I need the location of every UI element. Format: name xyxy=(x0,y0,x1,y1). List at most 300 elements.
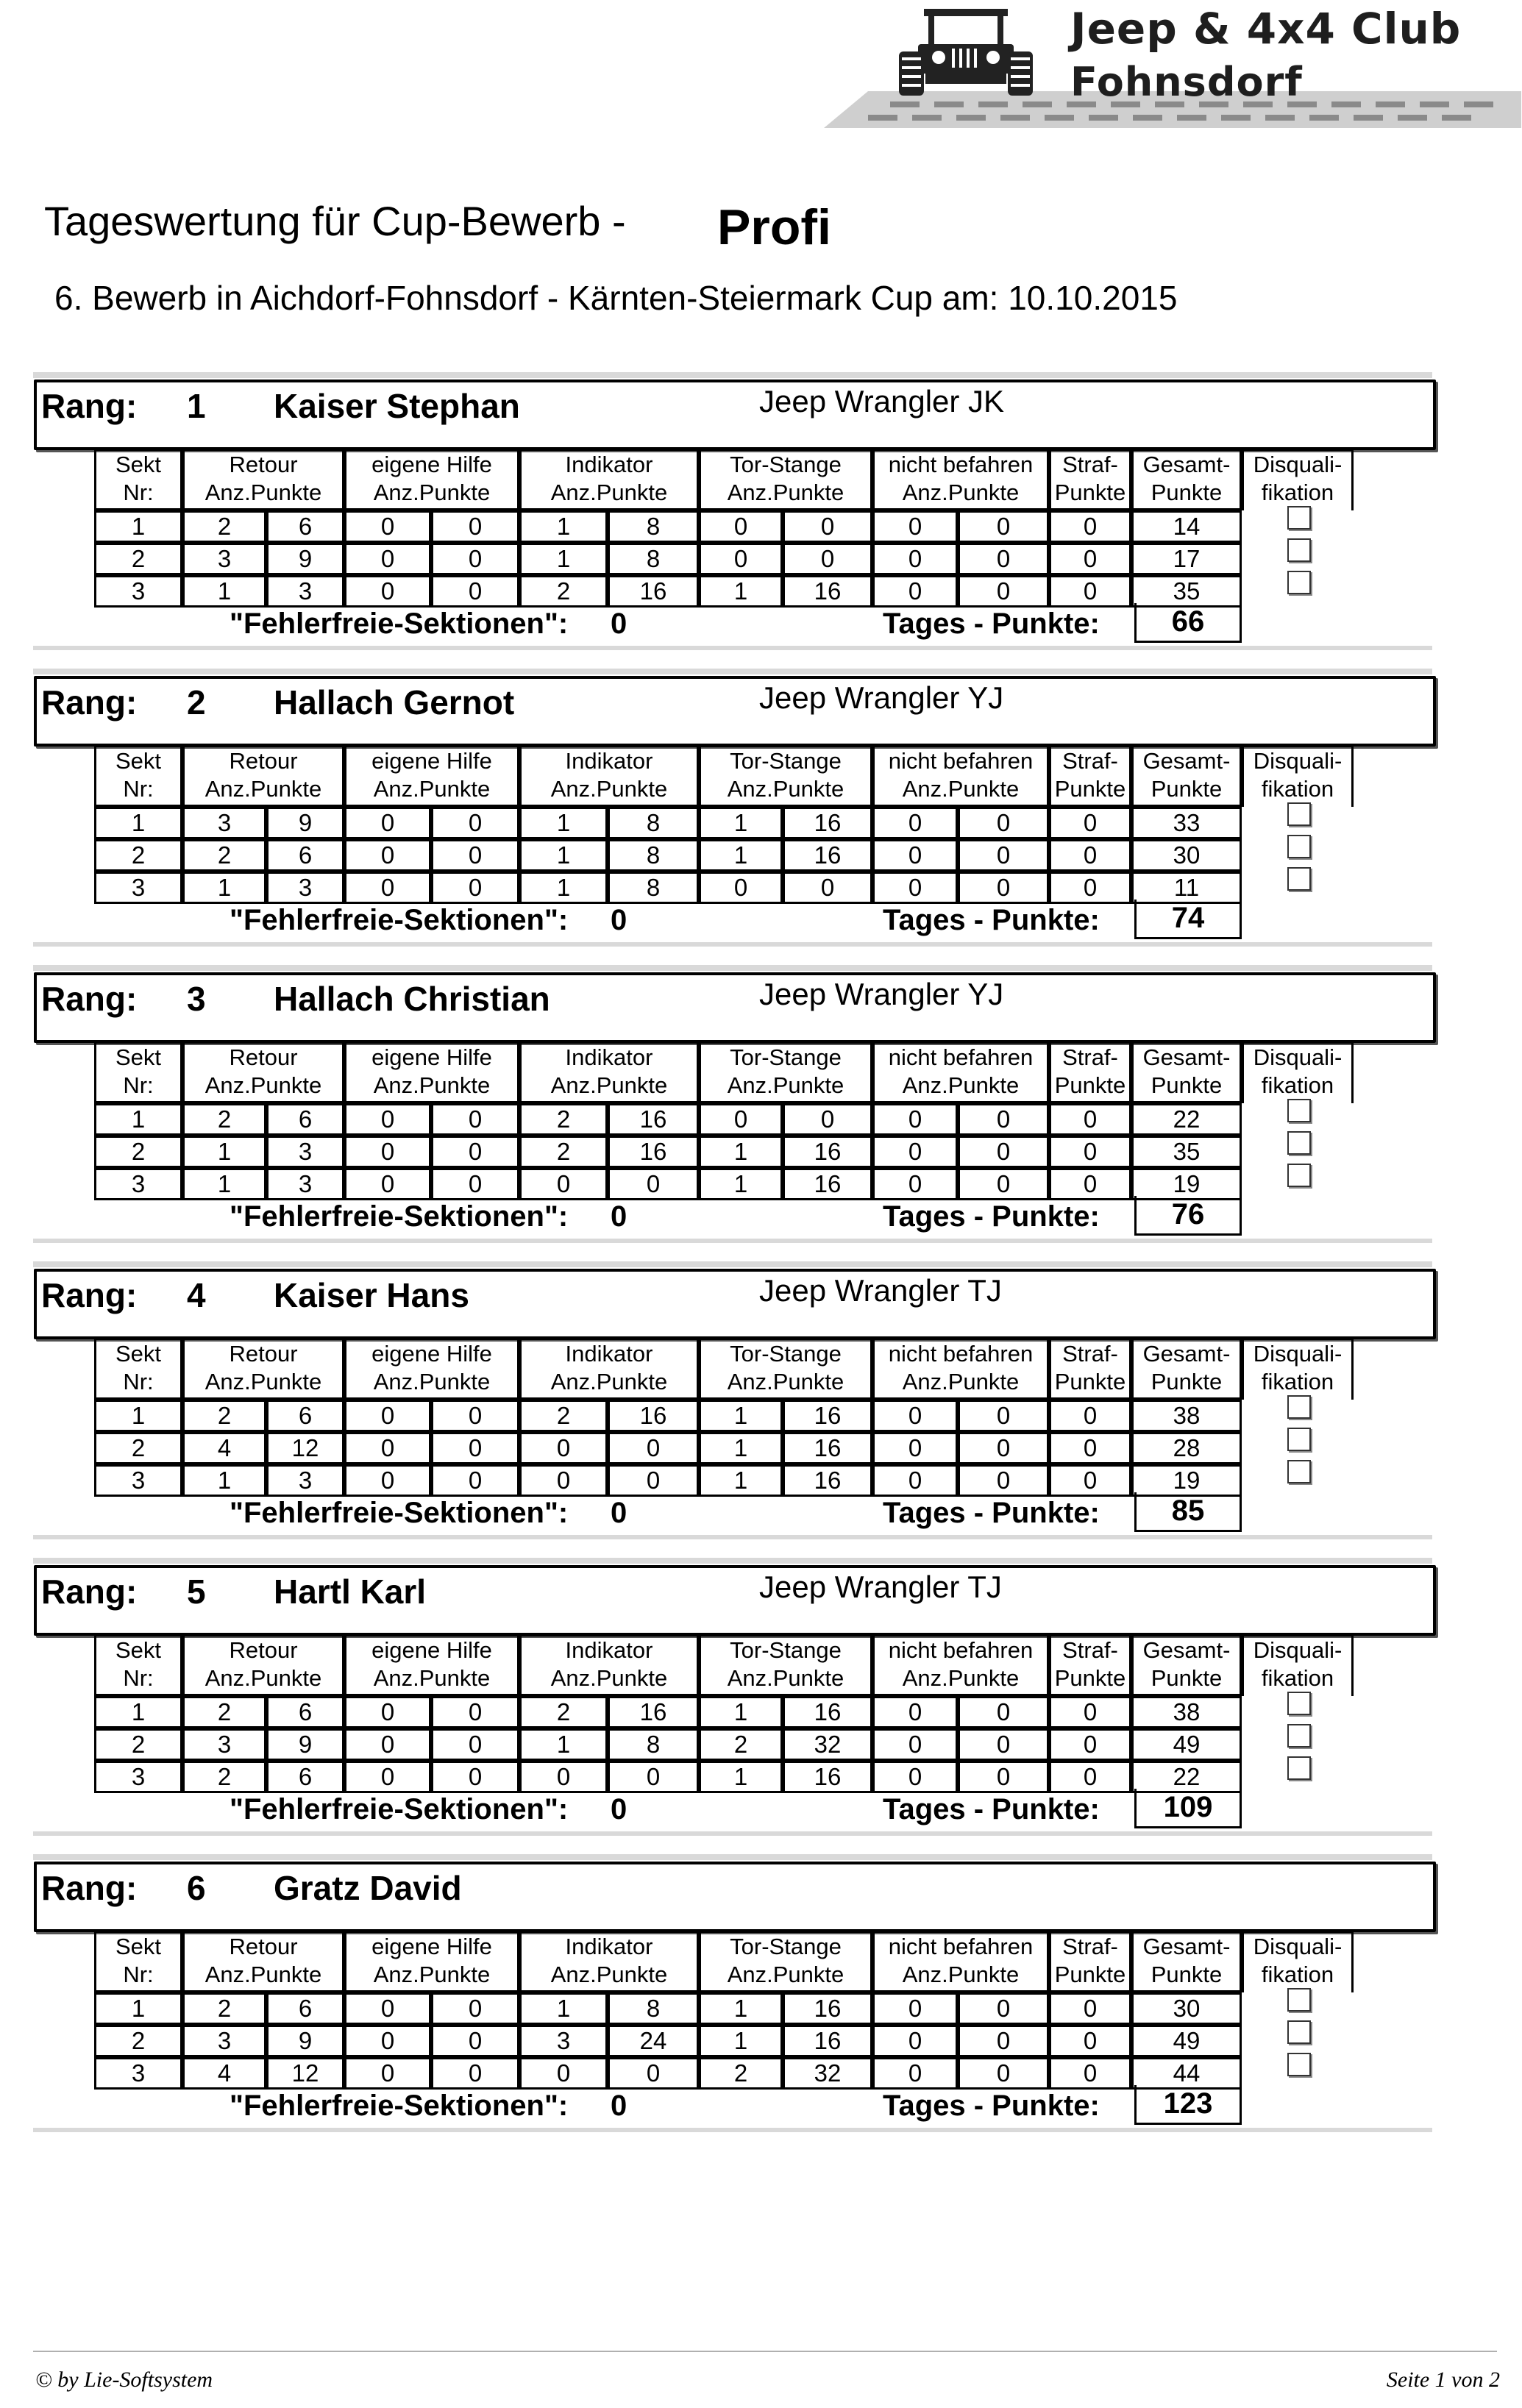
header-indikator-subcols xyxy=(522,479,697,507)
score-cell: 1 xyxy=(519,807,608,839)
score-cell: 3 xyxy=(182,1728,266,1761)
score-cell: 0 xyxy=(431,510,519,543)
score-cell: 49 xyxy=(1131,2025,1242,2057)
fehlerfrei-value: 0 xyxy=(611,608,627,640)
score-cell: 1 xyxy=(519,543,608,575)
score-cell: 11 xyxy=(1131,872,1242,904)
score-cell: 1 xyxy=(699,1432,783,1464)
score-cell: 0 xyxy=(872,1761,958,1793)
score-cell: 0 xyxy=(1049,1992,1131,2025)
disqualification-checkbox[interactable] xyxy=(1287,1395,1311,1419)
header-hilfe xyxy=(344,449,519,510)
disqualification-checkbox[interactable] xyxy=(1287,2020,1311,2044)
score-cell: 0 xyxy=(431,1400,519,1432)
score-cell: 0 xyxy=(872,510,958,543)
score-cell: 1 xyxy=(182,575,266,608)
score-cell: 16 xyxy=(608,1400,699,1432)
header-tor xyxy=(699,1634,872,1696)
disqualification-checkbox[interactable] xyxy=(1287,835,1311,858)
entry-divider xyxy=(33,965,1432,971)
score-cell: 1 xyxy=(519,510,608,543)
header-anz: Anz. xyxy=(550,776,597,802)
header-punkte: Punkte xyxy=(947,1369,1020,1394)
score-cell: 0 xyxy=(872,1103,958,1136)
disqualification-checkbox[interactable] xyxy=(1287,2053,1311,2076)
disqualification-checkbox[interactable] xyxy=(1287,1460,1311,1483)
score-cell: 0 xyxy=(1049,1696,1131,1728)
header-gesamt xyxy=(1131,1041,1242,1103)
header-disq-line1: Disquali- xyxy=(1253,748,1343,774)
tages-label: Tages - Punkte: xyxy=(883,904,1100,936)
header-punkte: Punkte xyxy=(772,1962,844,1987)
header-gesamt xyxy=(1131,745,1242,807)
disqualification-checkbox[interactable] xyxy=(1287,1756,1311,1780)
header-nicht-title: nicht befahren xyxy=(888,452,1034,477)
header-retour xyxy=(182,745,344,807)
score-cell: 2 xyxy=(94,839,182,872)
score-cell: 1 xyxy=(182,1464,266,1497)
header-sekt xyxy=(94,1931,182,1992)
score-cell: 1 xyxy=(94,1103,182,1136)
entry-header-box xyxy=(34,1565,1436,1636)
score-cell: 3 xyxy=(94,1761,182,1793)
score-cell: 6 xyxy=(266,1400,344,1432)
score-cell: 0 xyxy=(344,575,431,608)
score-cell: 1 xyxy=(699,1136,783,1168)
score-cell: 0 xyxy=(958,2025,1049,2057)
score-cell: 0 xyxy=(344,2025,431,2057)
header-straf-line2: Punkte xyxy=(1054,1962,1126,1987)
score-cell: 3 xyxy=(266,1464,344,1497)
score-cell: 44 xyxy=(1131,2057,1242,2090)
title-class: Profi xyxy=(717,199,831,255)
header-anz: Anz. xyxy=(727,1072,773,1098)
header-anz: Anz. xyxy=(727,776,773,802)
header-disq-line2: fikation xyxy=(1261,1369,1334,1394)
header-punkte: Punkte xyxy=(250,776,322,802)
header-hilfe-title: eigene Hilfe xyxy=(371,1044,492,1070)
score-cell: 0 xyxy=(344,510,431,543)
header-indikator-title: Indikator xyxy=(565,1637,653,1663)
header-indikator xyxy=(519,745,699,807)
entry-divider xyxy=(33,1854,1432,1860)
entry-divider-bottom xyxy=(33,2128,1432,2132)
score-cell: 0 xyxy=(783,872,872,904)
score-cell: 2 xyxy=(519,1136,608,1168)
score-cell: 0 xyxy=(431,1168,519,1200)
score-cell: 0 xyxy=(1049,1432,1131,1464)
header-straf xyxy=(1049,449,1131,510)
header-anz: Anz. xyxy=(727,480,773,505)
score-cell: 49 xyxy=(1131,1728,1242,1761)
disqualification-checkbox[interactable] xyxy=(1287,538,1311,562)
header-hilfe-subcols xyxy=(346,1961,517,1989)
header-disq xyxy=(1242,1634,1354,1696)
header-straf xyxy=(1049,1931,1131,1992)
score-cell: 0 xyxy=(431,1136,519,1168)
score-cell: 3 xyxy=(94,1464,182,1497)
disqualification-checkbox[interactable] xyxy=(1287,1428,1311,1451)
page-title xyxy=(44,197,831,255)
tages-points: 74 xyxy=(1134,900,1242,939)
score-cell: 22 xyxy=(1131,1761,1242,1793)
header-nicht xyxy=(872,1634,1049,1696)
header-retour xyxy=(182,1634,344,1696)
header-tor xyxy=(699,1041,872,1103)
header-sekt-line1: Sekt xyxy=(115,1044,162,1070)
header-punkte: Punkte xyxy=(772,480,844,505)
score-cell: 16 xyxy=(783,1992,872,2025)
header-disq-line2: fikation xyxy=(1261,1072,1334,1098)
header-straf-line2: Punkte xyxy=(1054,1665,1126,1691)
header-indikator xyxy=(519,1634,699,1696)
header-retour xyxy=(182,1931,344,1992)
footer-copyright: © by Lie-Softsystem xyxy=(35,2368,213,2392)
score-cell: 0 xyxy=(872,1400,958,1432)
header-gesamt-line1: Gesamt- xyxy=(1142,452,1231,477)
header-anz: Anz. xyxy=(902,480,948,505)
header-anz: Anz. xyxy=(550,480,597,505)
disqualification-checkbox[interactable] xyxy=(1287,571,1311,594)
score-cell: 32 xyxy=(783,2057,872,2090)
header-retour-subcols xyxy=(185,1368,342,1396)
score-cell: 0 xyxy=(958,1432,1049,1464)
score-cell: 2 xyxy=(519,575,608,608)
score-cell: 1 xyxy=(699,1992,783,2025)
header-nicht-subcols xyxy=(875,1368,1047,1396)
header-disq xyxy=(1242,1041,1354,1103)
header-disq-line1: Disquali- xyxy=(1253,1044,1343,1070)
vehicle-name: Jeep Wrangler JK xyxy=(759,384,1005,418)
header-anz: Anz. xyxy=(373,1072,419,1098)
score-cell: 2 xyxy=(94,1136,182,1168)
fehlerfrei-value: 0 xyxy=(611,1200,627,1233)
score-cell: 0 xyxy=(958,543,1049,575)
header-anz: Anz. xyxy=(902,1072,948,1098)
header-gesamt-line2: Punkte xyxy=(1151,1072,1223,1098)
score-cell: 0 xyxy=(1049,1168,1131,1200)
tages-label: Tages - Punkte: xyxy=(883,608,1100,640)
tages-points: 66 xyxy=(1134,603,1242,643)
score-cell: 24 xyxy=(608,2025,699,2057)
jeep-logo-icon xyxy=(896,6,1036,100)
header-punkte: Punkte xyxy=(250,1962,322,1987)
score-cell: 0 xyxy=(519,1432,608,1464)
rank-label: Rang: xyxy=(41,980,138,1018)
header-retour-title: Retour xyxy=(229,452,298,477)
score-cell: 0 xyxy=(783,510,872,543)
score-cell: 16 xyxy=(783,1432,872,1464)
header-retour xyxy=(182,1338,344,1400)
disqualification-checkbox[interactable] xyxy=(1287,1099,1311,1122)
header-retour-subcols xyxy=(185,479,342,507)
score-cell: 0 xyxy=(431,1696,519,1728)
score-cell: 0 xyxy=(1049,1761,1131,1793)
header-disq xyxy=(1242,745,1354,807)
score-cell: 0 xyxy=(958,1464,1049,1497)
score-cell: 16 xyxy=(608,1696,699,1728)
score-cell: 22 xyxy=(1131,1103,1242,1136)
disqualification-checkbox[interactable] xyxy=(1287,802,1311,826)
disqualification-checkbox[interactable] xyxy=(1287,1131,1311,1155)
header-indikator-title: Indikator xyxy=(565,1934,653,1959)
score-cell: 0 xyxy=(1049,575,1131,608)
score-cell: 0 xyxy=(872,1728,958,1761)
score-cell: 2 xyxy=(519,1400,608,1432)
header-punkte: Punkte xyxy=(947,1962,1020,1987)
score-cell: 0 xyxy=(519,1168,608,1200)
score-cell: 0 xyxy=(344,839,431,872)
header-tor xyxy=(699,745,872,807)
score-cell: 1 xyxy=(699,1168,783,1200)
score-cell: 1 xyxy=(94,807,182,839)
tages-label: Tages - Punkte: xyxy=(883,1793,1100,1825)
score-cell: 16 xyxy=(783,575,872,608)
header-indikator-subcols xyxy=(522,1368,697,1396)
score-cell: 16 xyxy=(783,1400,872,1432)
score-cell: 4 xyxy=(182,2057,266,2090)
score-cell: 0 xyxy=(608,1761,699,1793)
header-indikator xyxy=(519,1041,699,1103)
score-cell: 19 xyxy=(1131,1168,1242,1200)
event-subtitle: 6. Bewerb in Aichdorf-Fohnsdorf - Kärnten-Steiermark Cup am: 10.10.2015 xyxy=(54,279,1178,317)
score-cell: 0 xyxy=(699,872,783,904)
disqualification-checkbox[interactable] xyxy=(1287,1692,1311,1715)
header-retour-title: Retour xyxy=(229,1341,298,1367)
entry-divider xyxy=(33,1261,1432,1267)
score-cell: 0 xyxy=(872,2025,958,2057)
entry-header-box xyxy=(34,1269,1436,1339)
score-cell: 1 xyxy=(519,839,608,872)
score-cell: 0 xyxy=(1049,543,1131,575)
score-cell: 1 xyxy=(94,1400,182,1432)
score-cell: 1 xyxy=(182,1168,266,1200)
entry-divider-bottom xyxy=(33,942,1432,947)
score-cell: 0 xyxy=(431,1464,519,1497)
header-sekt-line1: Sekt xyxy=(115,1637,162,1663)
score-cell: 16 xyxy=(783,807,872,839)
tages-points: 85 xyxy=(1134,1492,1242,1532)
header-retour-subcols xyxy=(185,1072,342,1100)
header-hilfe-subcols xyxy=(346,479,517,507)
score-cell: 0 xyxy=(699,510,783,543)
header-gesamt-line2: Punkte xyxy=(1151,1665,1223,1691)
score-cell: 35 xyxy=(1131,1136,1242,1168)
header-punkte: Punkte xyxy=(947,776,1020,802)
score-cell: 0 xyxy=(344,872,431,904)
rank-label: Rang: xyxy=(41,1572,138,1611)
score-cell: 0 xyxy=(872,807,958,839)
score-cell: 0 xyxy=(1049,2057,1131,2090)
club-name-line1: Jeep & 4x4 Club xyxy=(1070,4,1462,54)
header-punkte: Punkte xyxy=(772,1072,844,1098)
disqualification-checkbox[interactable] xyxy=(1287,1988,1311,2012)
header-punkte: Punkte xyxy=(250,1072,322,1098)
score-cell: 0 xyxy=(431,543,519,575)
header-retour-title: Retour xyxy=(229,748,298,774)
score-cell: 8 xyxy=(608,510,699,543)
header-disq-line2: fikation xyxy=(1261,1665,1334,1691)
score-cell: 3 xyxy=(182,2025,266,2057)
score-cell: 28 xyxy=(1131,1432,1242,1464)
score-cell: 2 xyxy=(519,1696,608,1728)
score-cell: 3 xyxy=(266,1168,344,1200)
score-cell: 0 xyxy=(958,1761,1049,1793)
score-cell: 0 xyxy=(872,1168,958,1200)
score-cell: 1 xyxy=(182,872,266,904)
header-sekt-line2: Nr: xyxy=(123,480,154,505)
score-cell: 0 xyxy=(958,575,1049,608)
header-anz: Anz. xyxy=(902,1962,948,1987)
disqualification-checkbox[interactable] xyxy=(1287,867,1311,891)
tages-points: 123 xyxy=(1134,2085,1242,2125)
score-cell: 0 xyxy=(699,1103,783,1136)
score-cell: 16 xyxy=(783,839,872,872)
fehlerfrei-label: "Fehlerfreie-Sektionen": xyxy=(230,2090,569,2122)
header-indikator-title: Indikator xyxy=(565,452,653,477)
score-cell: 0 xyxy=(431,1728,519,1761)
header-sekt-line1: Sekt xyxy=(115,1341,162,1367)
score-cell: 6 xyxy=(266,1761,344,1793)
score-cell: 0 xyxy=(872,872,958,904)
header-sekt-line2: Nr: xyxy=(123,776,154,802)
header-gesamt-line2: Punkte xyxy=(1151,480,1223,505)
tages-points: 109 xyxy=(1134,1789,1242,1828)
header-retour-title: Retour xyxy=(229,1044,298,1070)
header-anz: Anz. xyxy=(205,480,251,505)
header-disq xyxy=(1242,1338,1354,1400)
entry-header-box xyxy=(34,1862,1436,1932)
header-punkte: Punkte xyxy=(250,1369,322,1394)
score-cell: 0 xyxy=(1049,2025,1131,2057)
header-anz: Anz. xyxy=(550,1665,597,1691)
header-anz: Anz. xyxy=(205,776,251,802)
score-cell: 0 xyxy=(1049,1103,1131,1136)
score-cell: 14 xyxy=(1131,510,1242,543)
score-cell: 0 xyxy=(872,1464,958,1497)
result-entry xyxy=(0,1261,1522,1556)
header-hilfe xyxy=(344,1041,519,1103)
header-straf xyxy=(1049,1338,1131,1400)
score-cell: 2 xyxy=(94,1432,182,1464)
header-gesamt xyxy=(1131,1338,1242,1400)
score-cell: 16 xyxy=(783,1136,872,1168)
score-cell: 0 xyxy=(958,839,1049,872)
score-cell: 0 xyxy=(958,1400,1049,1432)
score-cell: 1 xyxy=(699,839,783,872)
header-retour-title: Retour xyxy=(229,1637,298,1663)
score-cell: 0 xyxy=(958,1136,1049,1168)
header-hilfe-subcols xyxy=(346,1072,517,1100)
header-hilfe-title: eigene Hilfe xyxy=(371,1637,492,1663)
header-straf-line1: Straf- xyxy=(1062,1341,1118,1367)
score-cell: 30 xyxy=(1131,839,1242,872)
header-anz: Anz. xyxy=(205,1665,251,1691)
header-retour-title: Retour xyxy=(229,1934,298,1959)
score-cell: 35 xyxy=(1131,575,1242,608)
header-anz: Anz. xyxy=(727,1665,773,1691)
score-cell: 0 xyxy=(431,1103,519,1136)
header-nicht-subcols xyxy=(875,775,1047,803)
score-cell: 0 xyxy=(344,1400,431,1432)
score-cell: 6 xyxy=(266,510,344,543)
score-cell: 6 xyxy=(266,1696,344,1728)
score-cell: 0 xyxy=(431,872,519,904)
header-indikator-subcols xyxy=(522,775,697,803)
header-nicht-subcols xyxy=(875,1961,1047,1989)
score-cell: 2 xyxy=(94,2025,182,2057)
header-disq-line2: fikation xyxy=(1261,776,1334,802)
disqualification-checkbox[interactable] xyxy=(1287,1724,1311,1748)
score-cell: 1 xyxy=(182,1136,266,1168)
driver-name: Gratz David xyxy=(274,1869,462,1907)
header-tor-title: Tor-Stange xyxy=(730,1341,842,1367)
header-nicht-title: nicht befahren xyxy=(888,1934,1034,1959)
rank-label: Rang: xyxy=(41,387,138,425)
header-tor xyxy=(699,1931,872,1992)
score-cell: 9 xyxy=(266,543,344,575)
header-indikator-title: Indikator xyxy=(565,748,653,774)
header-straf xyxy=(1049,745,1131,807)
score-cell: 16 xyxy=(783,1464,872,1497)
score-cell: 0 xyxy=(958,1696,1049,1728)
score-cell: 0 xyxy=(344,1696,431,1728)
score-cell: 1 xyxy=(699,1761,783,1793)
score-cell: 12 xyxy=(266,2057,344,2090)
header-sekt-line1: Sekt xyxy=(115,748,162,774)
header-gesamt-line2: Punkte xyxy=(1151,1369,1223,1394)
footer-page-number: Seite 1 von 2 xyxy=(1386,2368,1500,2392)
score-cell: 38 xyxy=(1131,1696,1242,1728)
rank-number: 1 xyxy=(187,387,206,425)
fehlerfrei-value: 0 xyxy=(611,1497,627,1529)
header-nicht-title: nicht befahren xyxy=(888,748,1034,774)
score-cell: 0 xyxy=(519,2057,608,2090)
score-cell: 6 xyxy=(266,1992,344,2025)
vehicle-name: Jeep Wrangler TJ xyxy=(759,1570,1002,1604)
score-cell: 0 xyxy=(872,1696,958,1728)
header-sekt xyxy=(94,1041,182,1103)
header-indikator-title: Indikator xyxy=(565,1044,653,1070)
header-disq-line2: fikation xyxy=(1261,480,1334,505)
disqualification-checkbox[interactable] xyxy=(1287,506,1311,530)
header-anz: Anz. xyxy=(373,1665,419,1691)
header-straf-line1: Straf- xyxy=(1062,1044,1118,1070)
score-cell: 38 xyxy=(1131,1400,1242,1432)
title-prefix: Tageswertung für Cup-Bewerb - xyxy=(44,198,626,244)
header-punkte: Punkte xyxy=(419,1072,491,1098)
header-anz: Anz. xyxy=(727,1369,773,1394)
score-cell: 2 xyxy=(182,1992,266,2025)
score-cell: 0 xyxy=(431,1761,519,1793)
header-sekt-line1: Sekt xyxy=(115,452,162,477)
score-cell: 0 xyxy=(872,1992,958,2025)
header-hilfe-subcols xyxy=(346,1664,517,1692)
score-cell: 8 xyxy=(608,543,699,575)
header-nicht-title: nicht befahren xyxy=(888,1044,1034,1070)
disqualification-checkbox[interactable] xyxy=(1287,1164,1311,1187)
header-disq-line2: fikation xyxy=(1261,1962,1334,1987)
header-gesamt xyxy=(1131,1931,1242,1992)
score-cell: 16 xyxy=(783,1168,872,1200)
result-entry xyxy=(0,372,1522,666)
header-nicht-subcols xyxy=(875,1664,1047,1692)
header-anz: Anz. xyxy=(205,1962,251,1987)
header-sekt-line2: Nr: xyxy=(123,1369,154,1394)
header-nicht xyxy=(872,1041,1049,1103)
header-indikator-title: Indikator xyxy=(565,1341,653,1367)
entry-divider xyxy=(33,1558,1432,1564)
